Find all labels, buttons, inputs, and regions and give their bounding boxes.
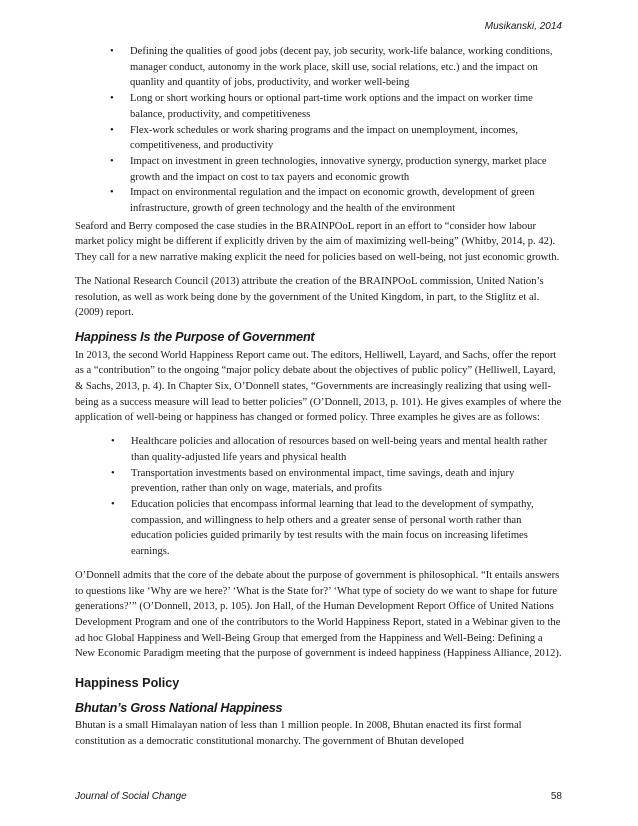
bullet-icon: • [110,124,114,136]
list-item: • Impact on investment in green technologies, innovative synergy, production synergy, market place growth and the impact on cost to tax payers and economic growth [110,155,547,183]
paragraph-seaford-berry: Seaford and Berry composed the case studies in the BRAINPOoL report in an effort to “consider how labour market policy might be different if explicitly driven by the aim of maximizing well-being” (Whitby, 2014, p. 42). They call for a new narrative making explicit the need for policies based on well-being, not just economic growth. [75,220,560,264]
bullet-icon: • [110,93,114,105]
section-heading-happiness-policy: Happiness Policy [75,676,180,691]
bullet-icon: • [110,187,114,199]
list-item: • Education policies that encompass informal learning that lead to the development of sympathy, compassion, and willingness to help others and a greater sense of personal worth rather than education policies guided primarily by test results with the main focus on increasing lifetimes earnings. [111,498,534,558]
bullet-list-policy-examples [75,434,563,560]
running-head: Musikanski, 2014 [484,21,562,32]
paragraph-bhutan: Bhutan is a small Himalayan nation of less than 1 million people. In 2008, Bhutan enacted its first formal constitution as a democratic constitutional monarchy. The government of Bhutan developed [75,720,522,748]
body-content [75,44,563,758]
bullet-icon: • [111,436,115,448]
list-item: • Flex-work schedules or work sharing programs and the impact on unemployment, incomes, competitiveness, and productivity [110,124,519,152]
footer-journal-name: Journal of Social Change [75,791,187,802]
bullet-icon: • [111,498,115,510]
list-item: • Long or short working hours or optional part-time work options and the impact on worker time balance, productivity, and competitiveness [110,93,533,120]
list-item: • Transportation investments based on environmental impact, time savings, death and injury prevention, rather than only on wage, materials, and profits [111,467,515,495]
list-item: • Healthcare policies and allocation of resources based on well-being years and mental health rather than quality-adjusted life years and physical health [111,436,548,463]
paragraph-national-research-council: The National Research Council (2013) attribute the creation of the BRAINPOoL commission, United Nation’s resolution, as well as work being done by the government of the United Kingdom, in part, to the Stiglitz et al. (2009) report. [75,275,544,319]
bullet-icon: • [111,467,115,479]
bullet-icon: • [110,155,114,167]
list-item: • Impact on environmental regulation and the impact on economic growth, development of green infrastructure, growth of green technology and the health of the environment [110,187,535,215]
section-heading-purpose-of-government: Happiness Is the Purpose of Government [75,329,315,344]
list-item: • Defining the qualities of good jobs (decent pay, job security, work-life balance, working conditions, manager conduct, autonomy in the work place, skill use, social relations, etc.) and the impact on quanlity and quantity of jobs, productivity, and worker well-being [110,46,553,89]
footer-page-number: 58 [550,791,562,802]
subsection-heading-bhutan: Bhutan’s Gross National Happiness [75,700,283,715]
paragraph-world-happiness-report: In 2013, the second World Happiness Report came out. The editors, Helliwell, Layard, and Sachs, offer the report as a “contribution” to the ongoing “major policy debate about the objectives of public policy” (Helliwell, Layard, & Sachs, 2013, p. 4). In Chapter Six, O’Donnell states, “Governments are increasingly realizing that using well-being as a success measure will lead to better policies” (O’Donnell, 2013, p. 101). He gives examples of where the application of well-being or happiness has changed or formed policy. Three examples he gives are as follows: [75,349,562,424]
bullet-icon: • [110,46,114,57]
bullet-list-jobs [75,44,563,217]
paragraph-odonnell-philosophical: O’Donnell admits that the core of the debate about the purpose of government is philosophical. “It entails answers to questions like ‘Why are we here?’ ‘What is the State for?’ ‘What type of society do we want to shape for future generations?’” (O’Donnell, 2013, p. 105). Jon Hall, of the Human Development Report Office of United Nations Development Program and one of the contributors to the World Happiness Report, stated in a Webinar given to the ad hoc Global Happiness and Well-Being Group that emerged from the Happiness and Well-Being: Defining a New Economic Paradigm meeting that the purpose of government is indeed happiness (Happiness Alliance, 2012). [75,569,562,660]
